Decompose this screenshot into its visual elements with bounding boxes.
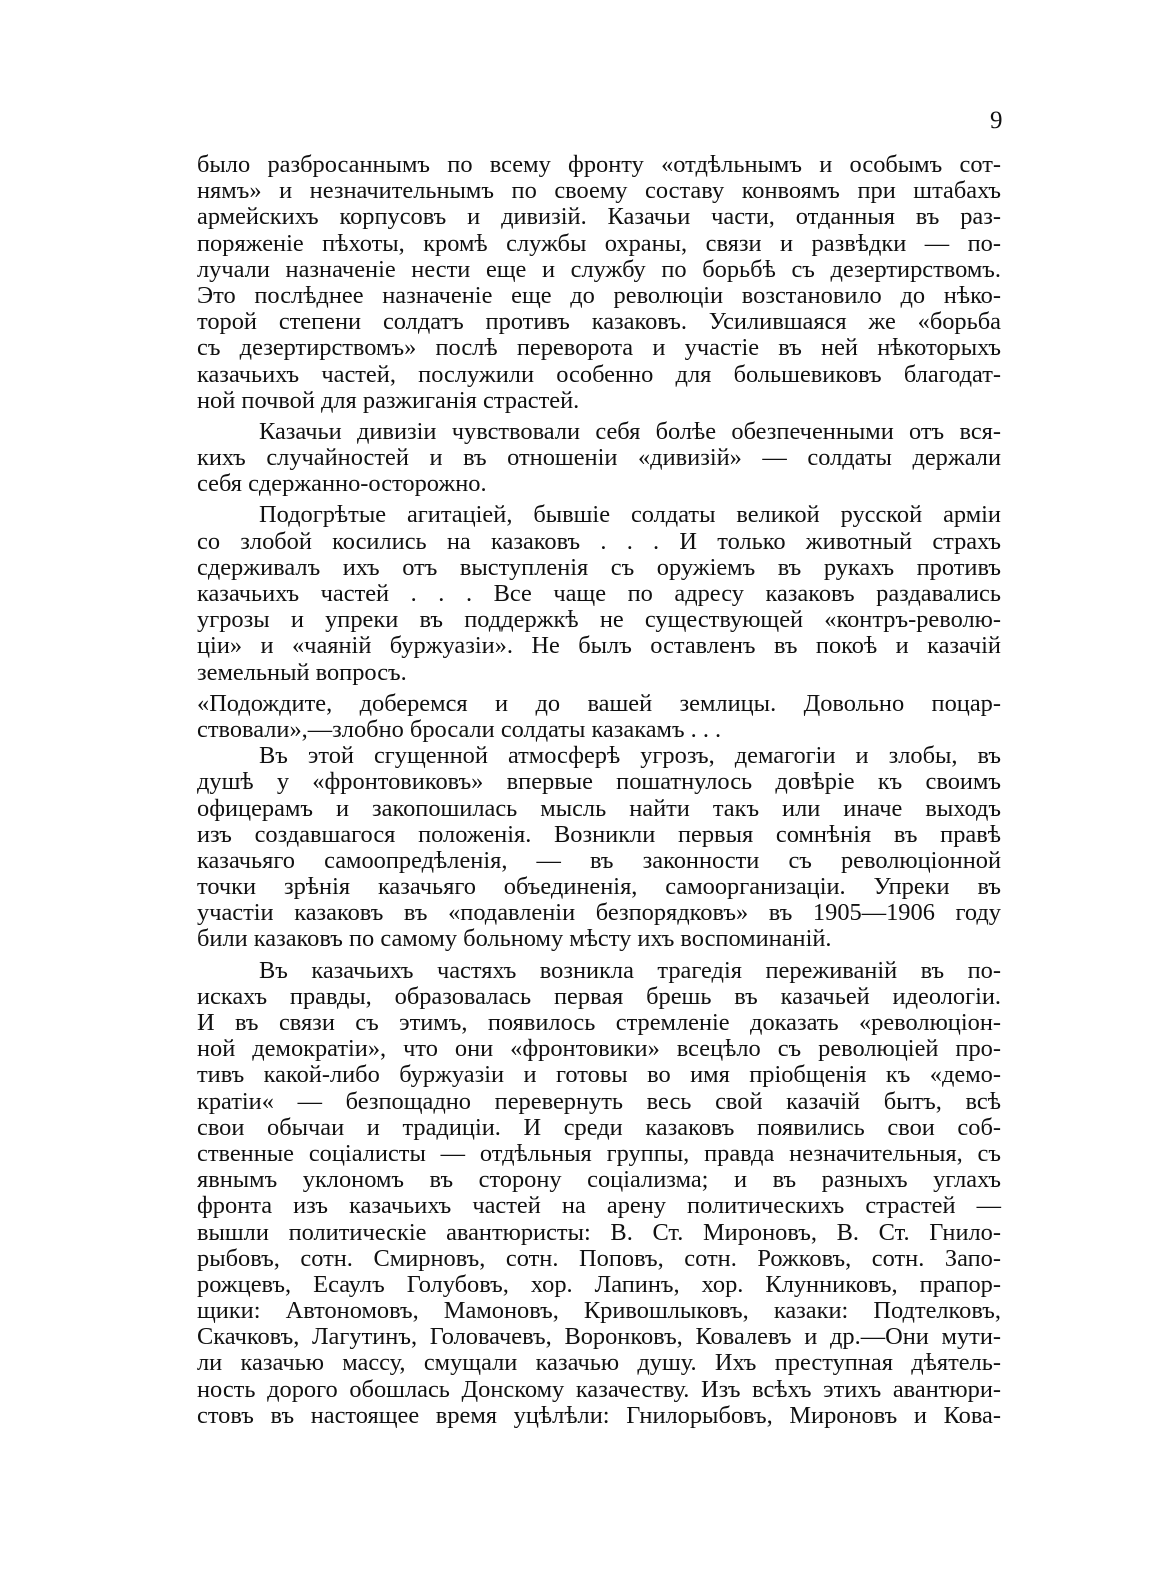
text-line: торой степени солдатъ противъ казаковъ. Усилившаяся же «борьба xyxy=(197,308,1001,336)
text-line: себя сдержанно-осторожно. xyxy=(197,470,487,498)
text-line: ственные соціалисты — отдѣльныя группы, правда незначительныя, съ xyxy=(197,1139,1001,1167)
text-line: нямъ» и незначительнымъ по своему составу конвоямъ при штабахъ xyxy=(197,177,1001,205)
text-line: офицерамъ и закопошилась мысль найти такъ или иначе выходъ xyxy=(197,794,1001,822)
text-line: Это послѣднее назначеніе еще до революціи возстановило до нѣко- xyxy=(197,281,1001,309)
text-line: Скачковъ, Лагутинъ, Головачевъ, Воронковъ, Ковалевъ и др.—Они мути- xyxy=(197,1323,1001,1351)
text-line: явнымъ уклономъ въ сторону соціализма; и въ разныхъ углахъ xyxy=(197,1166,1001,1194)
text-line: лучали назначеніе нести еще и службу по борьбѣ съ дезертирствомъ. xyxy=(197,255,1001,283)
body-text xyxy=(197,152,1001,1429)
text-line: свои обычаи и традиціи. И среди казаковъ появились свои соб- xyxy=(197,1113,1001,1141)
text-line: Казачьи дивизіи чувствовали себя болѣе обезпеченными отъ вся- xyxy=(259,417,1001,445)
text-line: съ дезертирствомъ» послѣ переворота и участіе въ ней нѣкоторыхъ xyxy=(197,334,1001,362)
text-line: земельный вопросъ. xyxy=(197,658,407,686)
text-line: со злобой косились на казаковъ . . . И только животный страхъ xyxy=(197,527,1001,555)
text-line: стовъ въ настоящее время уцѣлѣли: Гнилорыбовъ, Мироновъ и Кова- xyxy=(197,1401,1001,1429)
text-line: щики: Автономовъ, Мамоновъ, Кривошлыковъ, казаки: Подтелковъ, xyxy=(197,1297,1001,1325)
text-line: казачьихъ частей . . . Все чаще по адресу казаковъ раздавались xyxy=(197,580,1001,607)
text-line: участіи казаковъ въ «подавленіи безпорядковъ» въ 1905—1906 году xyxy=(197,899,1001,927)
text-line: казачьихъ частей, послужили особенно для большевиковъ благодат- xyxy=(197,360,1001,388)
text-line: искахъ правды, образовалась первая брешь въ казачьей идеологіи. xyxy=(197,982,1001,1010)
text-line: Въ казачьихъ частяхъ возникла трагедія переживаній въ по- xyxy=(259,956,1001,984)
text-line: ли казачью массу, смущали казачью душу. Ихъ преступная дѣятель- xyxy=(197,1349,1001,1377)
text-line: поряженіе пѣхоты, кромѣ службы охраны, связи и развѣдки — по- xyxy=(197,229,1001,257)
text-line: И въ связи съ этимъ, появилось стремленіе доказать «революціон- xyxy=(197,1009,1001,1036)
text-line: точки зрѣнія казачьяго объединенія, самоорганизаціи. Упреки въ xyxy=(197,873,1001,901)
text-line: тивъ какой-либо буржуазіи и готовы во имя пріобщенія къ «демо- xyxy=(197,1061,1001,1089)
text-line: ствовали»,—злобно бросали солдаты казакамъ . . . xyxy=(197,715,722,743)
text-line: ной почвой для разжиганія страстей. xyxy=(197,386,580,414)
text-line: угрозы и упреки въ поддержкѣ не существующей «контръ-револю- xyxy=(197,606,1001,634)
text-line: изъ создавшагося положенія. Возникли первыя сомнѣнія въ правѣ xyxy=(197,820,1001,848)
text-line: сдерживалъ ихъ отъ выступленія съ оружіемъ въ рукахъ противъ xyxy=(197,553,1001,581)
text-line: армейскихъ корпусовъ и дивизій. Казачьи части, отданныя въ раз- xyxy=(197,203,1001,231)
text-line: кихъ случайностей и въ отношеніи «дивизій» — солдаты держали xyxy=(197,444,1001,472)
page-number: 9 xyxy=(990,107,1003,134)
text-line: душѣ у «фронтовиковъ» впервые пошатнулось довѣріе къ своимъ xyxy=(197,768,1001,796)
text-line: Въ этой сгущенной атмосферѣ угрозъ, демагогіи и злобы, въ xyxy=(259,742,1001,770)
text-line: фронта изъ казачьихъ частей на арену политическихъ страстей — xyxy=(197,1192,1001,1220)
text-line: было разбросаннымъ по всему фронту «отдѣльнымъ и особымъ сот- xyxy=(197,151,1001,178)
text-line: ціи» и «чаяній буржуазіи». Не былъ оставленъ въ покоѣ и казачій xyxy=(197,632,1001,660)
text-line: Подогрѣтые агитаціей, бывшіе солдаты великой русской арміи xyxy=(259,501,1001,529)
text-line: били казаковъ по самому больному мѣсту ихъ воспоминаній. xyxy=(197,925,832,953)
text-line: «Подождите, доберемся и до вашей землицы. Довольно поцар- xyxy=(197,689,1001,717)
text-line: ной демократіи», что они «фронтовики» всецѣло съ революціей про- xyxy=(197,1035,1001,1063)
text-line: рожцевъ, Есаулъ Голубовъ, хор. Лапинъ, хор. Клунниковъ, прапор- xyxy=(197,1270,1001,1298)
text-line: ность дорого обошлась Донскому казачеству. Изъ всѣхъ этихъ авантюри- xyxy=(197,1375,1001,1403)
text-line: кратіи« — безпощадно перевернуть весь свой казачій бытъ, всѣ xyxy=(197,1087,1001,1115)
text-line: рыбовъ, сотн. Смирновъ, сотн. Поповъ, сотн. Рожковъ, сотн. Запо- xyxy=(197,1244,1001,1272)
text-line: вышли политическіе авантюристы: В. Ст. Мироновъ, В. Ст. Гнило- xyxy=(197,1218,1001,1246)
text-line: казачьяго самоопредѣленія, — въ законности съ революціонной xyxy=(197,846,1001,874)
